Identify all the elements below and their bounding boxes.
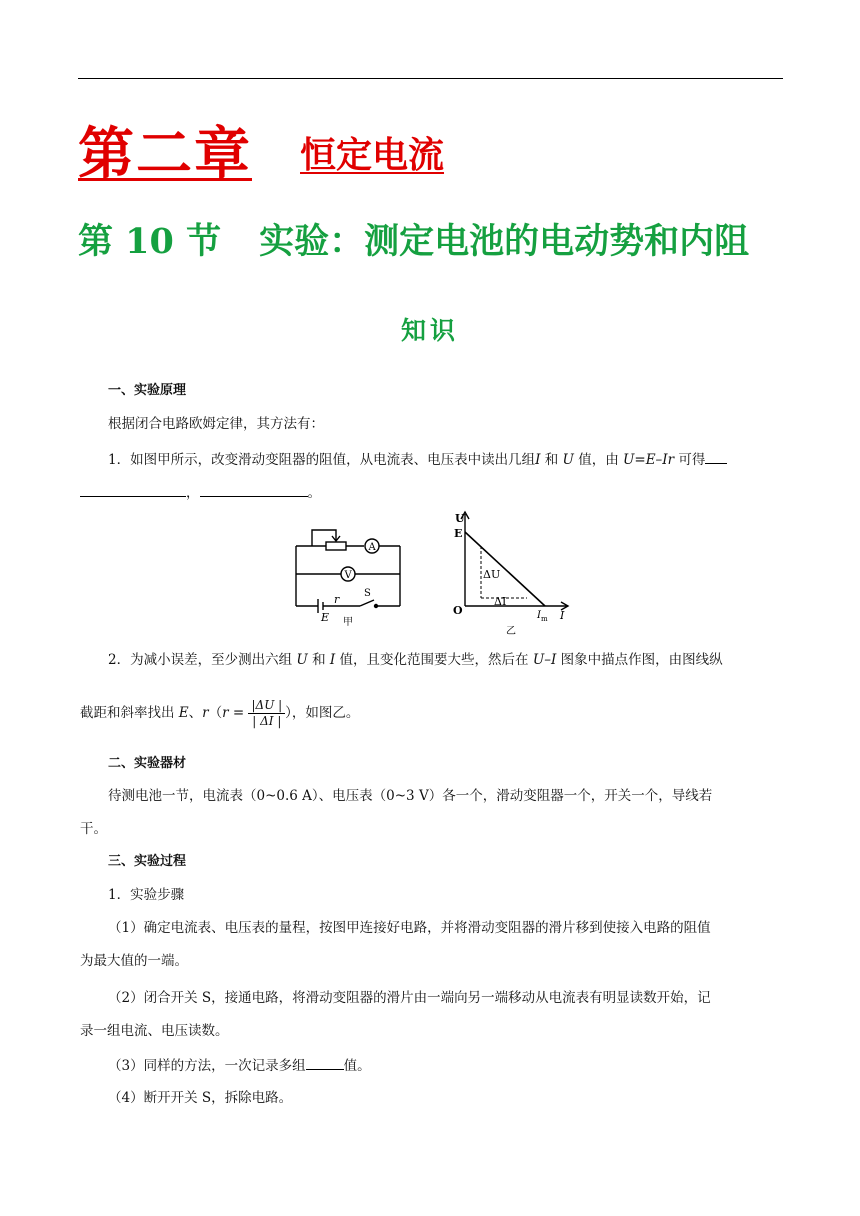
part1-item2-line2: 截距和斜率找出 E、r（r = $\frac{|\Delta U |}{| \Delta I |}$ ），如图乙。 <box>80 698 360 728</box>
subheading: 知识 <box>400 316 459 345</box>
x-axis-label: I <box>560 609 565 622</box>
r-fraction: $\frac{|\Delta U |}{| \Delta I |}$ <box>248 698 285 729</box>
fill-blank <box>200 482 308 497</box>
step3: （3）同样的方法，一次记录多组 值。 <box>108 1055 784 1076</box>
step4: （4）断开开关 S，拆除电路。 <box>108 1090 293 1106</box>
steps-title: 1．实验步骤 <box>108 887 185 903</box>
section-number: 第 10 节 <box>78 221 222 262</box>
part2-line2: 干。 <box>80 821 107 837</box>
part1-heading: 一、实验原理 <box>108 383 187 398</box>
emf-label: E <box>321 611 330 624</box>
part2-line1: 待测电池一节，电流表（0~0.6 A）、电压表（0~3 V）各一个，滑动变阻器一个，开关一个，导线若 <box>108 788 713 804</box>
switch-label: S <box>364 588 371 599</box>
section-title: 实验：测定电池的电动势和内阻 <box>259 221 750 262</box>
y-axis-label: U <box>455 512 465 525</box>
top-rule <box>78 78 783 79</box>
fill-blank <box>705 449 727 464</box>
rheostat-icon <box>326 542 346 550</box>
part1-intro: 根据闭合电路欧姆定律，其方法有： <box>108 416 324 432</box>
part2-heading: 二、实验器材 <box>108 756 187 771</box>
part1-item1-line2: ， 。 <box>80 482 756 503</box>
y-intercept-label: E <box>454 527 463 540</box>
part3-heading: 三、实验过程 <box>108 854 187 869</box>
part1-item2-line1: 2．为减小误差，至少测出六组 U 和 I 值，且变化范围要大些，然后在 U–I 图象中描点作图，由图线纵 <box>108 652 723 668</box>
voltmeter-label: V <box>344 570 352 581</box>
step1-line2: 为最大值的一端。 <box>80 953 188 969</box>
step1-line1: （1）确定电流表、电压表的量程，按图甲连接好电路，并将滑动变阻器的滑片移到使接入电路的阻值 <box>108 920 711 936</box>
figure-caption-jia: 甲 <box>343 617 353 626</box>
origin-label: O <box>453 604 463 617</box>
step2-line1: （2）闭合开关 S，接通电路，将滑动变阻器的滑片由一端向另一端移动从电流表有明显读数开始，记 <box>108 990 711 1006</box>
fill-blank <box>80 482 186 497</box>
part1-item1-line1: 1．如图甲所示，改变滑动变阻器的阻值，从电流表、电压表中读出几组I 和 U 值，由 U=E–Ir 可得 <box>108 449 784 470</box>
circuit-diagram <box>288 522 408 626</box>
chapter-name: 恒定电流 <box>300 134 445 176</box>
figure-caption-yi: 乙 <box>506 626 516 637</box>
switch-icon <box>360 600 374 606</box>
chapter-heading <box>78 110 444 190</box>
delta-u-label: ΔU <box>483 568 501 581</box>
x-intercept-label: I <box>537 610 541 621</box>
ammeter-label: A <box>368 542 376 553</box>
resistance-label: r <box>334 593 340 606</box>
fill-blank <box>306 1055 344 1070</box>
section-heading <box>78 214 749 264</box>
x-intercept-subscript: m <box>541 615 548 623</box>
step2-line2: 录一组电流、电压读数。 <box>80 1023 229 1039</box>
chapter-number: 第二章 <box>78 121 252 187</box>
ui-graph <box>448 508 576 638</box>
delta-i-label: ΔI <box>494 595 507 608</box>
